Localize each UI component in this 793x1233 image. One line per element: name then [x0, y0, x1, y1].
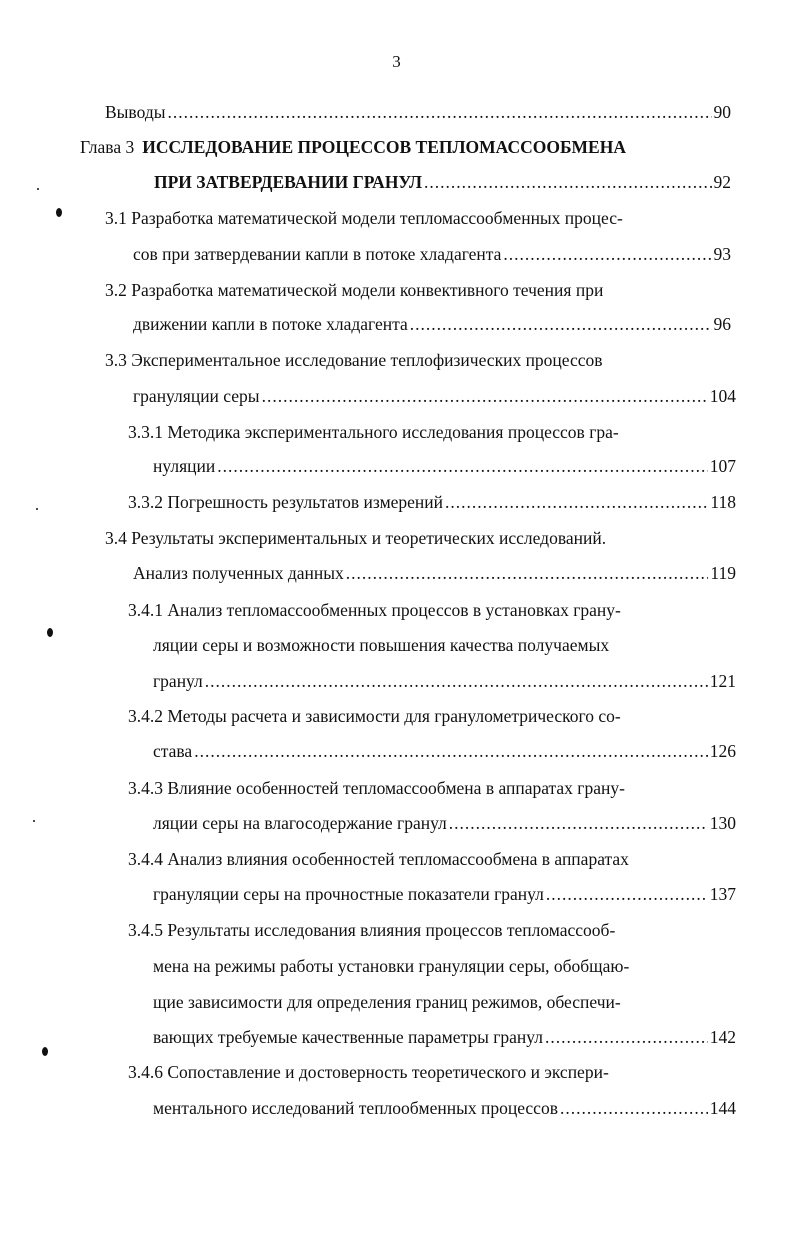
toc-entry-3-4-cont	[133, 563, 736, 593]
toc-entry-text: 3.4.1 Анализ тепломассообменных процессов в установках грану-	[128, 600, 621, 620]
toc-page-number: 126	[709, 741, 736, 761]
toc-chapter-heading	[80, 137, 626, 167]
toc-entry-3-3	[105, 350, 603, 380]
dot-leader	[346, 563, 709, 584]
toc-page-number: 119	[710, 563, 736, 583]
toc-entry-3-3-cont	[133, 386, 736, 416]
toc-entry-3-3-2	[128, 492, 736, 522]
toc-entry-3-4-6-cont	[153, 1098, 736, 1128]
toc-entry-3-4-5	[128, 920, 615, 950]
toc-entry-3-4-6	[128, 1062, 609, 1092]
scan-speck	[42, 1047, 48, 1056]
scan-speck	[33, 820, 35, 822]
page-number: 3	[392, 52, 401, 71]
dot-leader	[503, 244, 711, 265]
toc-entry-text: мена на режимы работы установки грануляции серы, обобщаю-	[153, 956, 630, 976]
toc-entry-3-4-4	[128, 849, 629, 879]
dot-leader	[445, 492, 708, 513]
toc-entry-text: гранул	[153, 671, 203, 691]
toc-entry-3-4-1-cont2	[153, 671, 736, 701]
toc-entry-3-4-3	[128, 778, 625, 808]
toc-page-number: 90	[713, 102, 731, 122]
toc-entry-text: ляции серы и возможности повышения качества получаемых	[153, 635, 610, 655]
toc-entry-3-4-2	[128, 706, 621, 736]
toc-entry-text: щие зависимости для определения границ режимов, обеспечи-	[153, 992, 621, 1012]
toc-entry-3-3-1	[128, 422, 619, 452]
dot-leader	[546, 884, 708, 905]
scan-speck	[36, 508, 38, 510]
dot-leader	[167, 102, 711, 123]
toc-entry-text: 3.4.5 Результаты исследования влияния процессов тепломассооб-	[128, 920, 616, 940]
dot-leader	[205, 671, 708, 692]
toc-entry-3-4-3-cont	[153, 813, 736, 843]
toc-page-number: 118	[710, 492, 736, 512]
toc-page-number: 142	[709, 1027, 736, 1047]
toc-entry-text: грануляции серы на прочностные показатели гранул	[153, 884, 544, 904]
toc-entry-text: нуляции	[153, 456, 216, 476]
toc-entry-text: грануляции серы	[133, 386, 260, 406]
toc-entry-3-3-1-cont	[153, 456, 736, 486]
toc-page-number: 130	[709, 813, 736, 833]
toc-entry-text: ляции серы на влагосодержание гранул	[153, 813, 447, 833]
toc-page-number: 144	[709, 1098, 736, 1118]
toc-entry-text: 3.3.1 Методика экспериментального исследования процессов гра-	[128, 422, 619, 442]
dot-leader	[410, 314, 712, 335]
dot-leader	[262, 386, 708, 407]
toc-entry-3-4	[105, 528, 606, 558]
toc-entry-text: 3.4.2 Методы расчета и зависимости для гранулометрического со-	[128, 706, 621, 726]
dot-leader	[449, 813, 708, 834]
toc-page-number: 92	[713, 172, 731, 192]
toc-entry-3-4-4-cont	[153, 884, 736, 914]
toc-entry-3-4-5-cont3	[153, 1027, 736, 1057]
dot-leader	[194, 741, 708, 762]
toc-entry-text: 3.2 Разработка математической модели конвективного течения при	[105, 280, 604, 300]
toc-entry-text: 3.4.4 Анализ влияния особенностей тепломассообмена в аппаратах	[128, 849, 629, 869]
toc-entry-text: Анализ полученных данных	[133, 563, 344, 583]
toc-page-number: 121	[709, 671, 736, 691]
chapter-label: Глава 3	[80, 137, 135, 157]
scan-speck	[47, 628, 53, 637]
toc-entry-text: Выводы	[105, 102, 166, 122]
toc-entry-text: 3.3 Экспериментальное исследование теплофизических процессов	[105, 350, 603, 370]
toc-entry-text: става	[153, 741, 193, 761]
toc-entry-text: вающих требуемые качественные параметры гранул	[153, 1027, 544, 1047]
toc-entry-text: 3.4.3 Влияние особенностей тепломассообмена в аппаратах грану-	[128, 778, 625, 798]
toc-page-number: 107	[709, 456, 736, 476]
toc-chapter-heading-cont	[154, 172, 731, 202]
toc-entry-3-4-2-cont	[153, 741, 736, 771]
dot-leader	[424, 172, 711, 193]
toc-page-number: 104	[709, 386, 736, 406]
dot-leader	[545, 1027, 708, 1048]
toc-page-number: 93	[713, 244, 731, 264]
toc-entry-3-4-5-cont2	[153, 992, 621, 1022]
toc-entry-text: 3.3.2 Погрешность результатов измерений	[128, 492, 444, 512]
toc-entry-text: 3.4 Результаты экспериментальных и теоретических исследований.	[105, 528, 607, 548]
toc-entry-text: движении капли в потоке хладагента	[133, 314, 408, 334]
toc-entry-text: 3.4.6 Сопоставление и достоверность теоретического и экспери-	[128, 1062, 609, 1082]
toc-entry-3-4-1-cont	[153, 635, 609, 665]
toc-entry-3-1-cont	[133, 244, 731, 274]
toc-entry-3-2-cont	[133, 314, 731, 344]
dot-leader	[217, 456, 708, 477]
toc-entry-text: сов при затвердевании капли в потоке хладагента	[133, 244, 502, 264]
dot-leader	[560, 1098, 708, 1119]
toc-entry-3-2	[105, 280, 603, 310]
toc-entry-3-4-1	[128, 600, 621, 630]
scan-speck	[56, 208, 62, 217]
scan-speck	[37, 188, 39, 190]
toc-page-number: 96	[713, 314, 731, 334]
toc-entry-3-4-5-cont	[153, 956, 629, 986]
toc-entry-3-1	[105, 208, 623, 238]
toc-page-number: 137	[709, 884, 736, 904]
chapter-title-cont: ПРИ ЗАТВЕРДЕВАНИИ ГРАНУЛ	[154, 172, 423, 192]
toc-entry-text: 3.1 Разработка математической модели тепломассообменных процес-	[105, 208, 623, 228]
toc-entry-conclusions	[105, 102, 731, 132]
toc-entry-text: ментального исследований теплообменных процессов	[153, 1098, 558, 1118]
chapter-title: ИССЛЕДОВАНИЕ ПРОЦЕССОВ ТЕПЛОМАССООБМЕНА	[142, 137, 626, 157]
